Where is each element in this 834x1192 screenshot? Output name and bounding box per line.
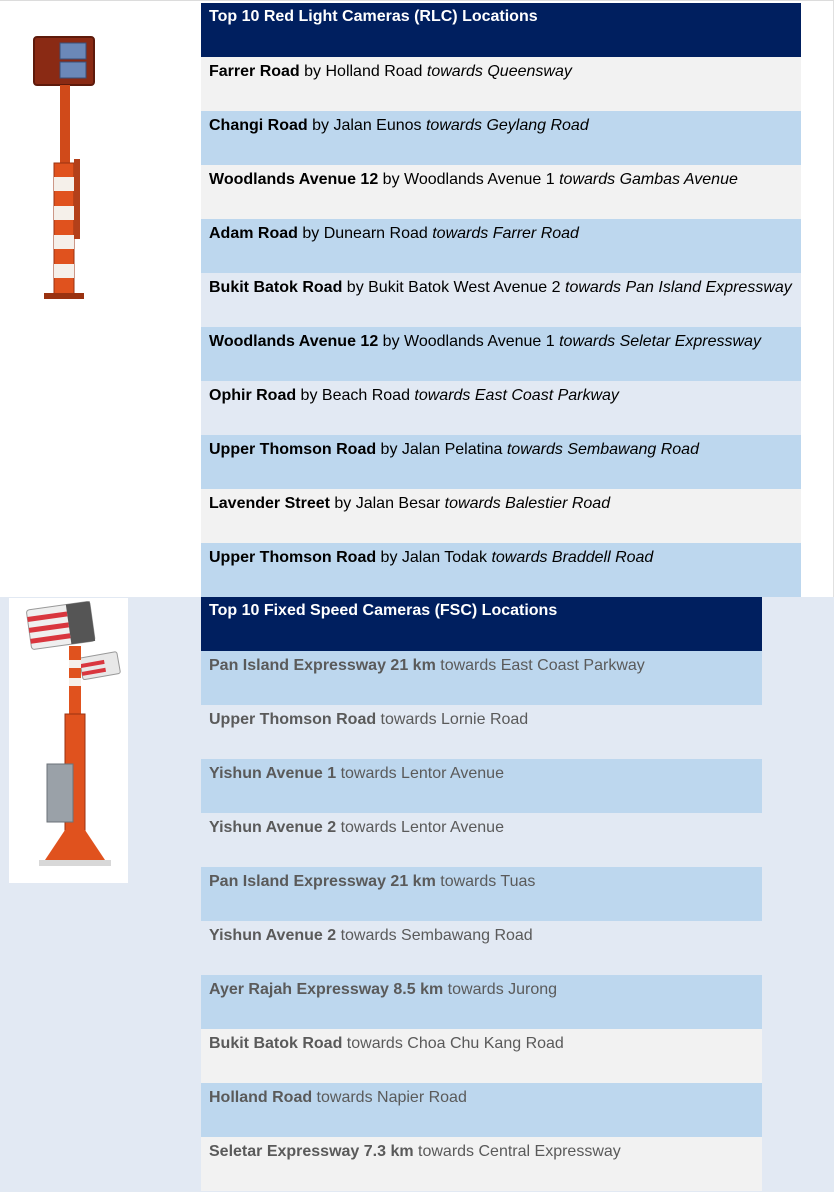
rlc-row-road: Ophir Road <box>209 387 297 404</box>
rlc-row-by: by Jalan Todak <box>376 549 492 566</box>
fsc-row-towards: towards Jurong <box>443 981 558 998</box>
rlc-row-towards: towards Gambas Avenue <box>559 171 738 188</box>
rlc-row-towards: towards Sembawang Road <box>506 441 699 458</box>
rlc-row-towards: towards Balestier Road <box>444 495 611 512</box>
fsc-row <box>201 1137 762 1191</box>
rlc-row-road: Woodlands Avenue 12 <box>209 333 379 350</box>
fsc-row-road: Yishun Avenue 1 <box>209 765 337 782</box>
rlc-row <box>201 435 801 489</box>
fsc-row <box>201 867 762 921</box>
fsc-row-road: Bukit Batok Road <box>209 1035 343 1052</box>
fsc-row <box>201 921 762 975</box>
rlc-row-towards: towards Pan Island Expressway <box>565 279 792 296</box>
fsc-row-towards: towards Napier Road <box>312 1089 467 1106</box>
fsc-row-towards: towards Choa Chu Kang Road <box>342 1035 564 1052</box>
red-light-camera-photo <box>30 31 115 306</box>
rlc-row <box>201 543 801 597</box>
fsc-row <box>201 1029 762 1083</box>
fsc-row <box>201 975 762 1029</box>
rlc-row <box>201 327 801 381</box>
fsc-table-header: Top 10 Fixed Speed Cameras (FSC) Locations <box>201 597 762 651</box>
rlc-row <box>201 57 801 111</box>
fsc-row-towards: towards Central Expressway <box>413 1143 621 1160</box>
fixed-speed-camera-photo <box>9 598 128 883</box>
fsc-row-road: Pan Island Expressway 21 km <box>209 657 436 674</box>
rlc-row-by: by Holland Road <box>299 63 427 80</box>
rlc-row <box>201 489 801 543</box>
fsc-photo-frame <box>9 598 128 883</box>
rlc-row-road: Changi Road <box>209 117 308 134</box>
fsc-row-towards: towards Sembawang Road <box>336 927 533 944</box>
rlc-row-by: by Jalan Eunos <box>307 117 426 134</box>
rlc-row-towards: towards Braddell Road <box>491 549 654 566</box>
rlc-row <box>201 273 801 327</box>
rlc-row <box>201 381 801 435</box>
fsc-row-road: Ayer Rajah Expressway 8.5 km <box>209 981 444 998</box>
rlc-row-by: by Woodlands Avenue 1 <box>378 333 560 350</box>
fsc-row <box>201 705 762 759</box>
fsc-row <box>201 813 762 867</box>
fsc-row <box>201 1083 762 1137</box>
rlc-row-road: Bukit Batok Road <box>209 279 343 296</box>
rlc-row-road: Lavender Street <box>209 495 330 512</box>
rlc-row-towards: towards East Coast Parkway <box>414 387 619 404</box>
rlc-table-header: Top 10 Red Light Cameras (RLC) Locations <box>201 3 801 57</box>
rlc-row-road: Upper Thomson Road <box>209 441 377 458</box>
rlc-row <box>201 165 801 219</box>
rlc-row <box>201 111 801 165</box>
rlc-row <box>201 219 801 273</box>
rlc-row-towards: towards Geylang Road <box>425 117 589 134</box>
fsc-row <box>201 651 762 705</box>
rlc-row-road: Woodlands Avenue 12 <box>209 171 379 188</box>
rlc-row-by: by Beach Road <box>296 387 415 404</box>
fsc-row-road: Seletar Expressway 7.3 km <box>209 1143 414 1160</box>
rlc-table <box>201 3 801 597</box>
rlc-row-towards: towards Farrer Road <box>432 225 579 242</box>
rlc-row-towards: towards Seletar Expressway <box>559 333 761 350</box>
fsc-table <box>201 597 762 1191</box>
fsc-row-towards: towards Lentor Avenue <box>336 765 504 782</box>
fsc-row-towards: towards Lornie Road <box>376 711 529 728</box>
rlc-row-by: by Jalan Pelatina <box>376 441 507 458</box>
rlc-row-road: Adam Road <box>209 225 298 242</box>
fsc-row-towards: towards Tuas <box>435 873 536 890</box>
fsc-row-road: Yishun Avenue 2 <box>209 819 337 836</box>
fsc-row-road: Holland Road <box>209 1089 313 1106</box>
rlc-row-by: by Dunearn Road <box>297 225 433 242</box>
fsc-row-road: Pan Island Expressway 21 km <box>209 873 436 890</box>
rlc-row-towards: towards Queensway <box>426 63 572 80</box>
fsc-row-road: Yishun Avenue 2 <box>209 927 337 944</box>
rlc-row-by: by Jalan Besar <box>329 495 445 512</box>
rlc-row-road: Farrer Road <box>209 63 300 80</box>
fsc-row-towards: towards Lentor Avenue <box>336 819 504 836</box>
rlc-row-by: by Bukit Batok West Avenue 2 <box>342 279 565 296</box>
rlc-row-road: Upper Thomson Road <box>209 549 377 566</box>
rlc-row-by: by Woodlands Avenue 1 <box>378 171 560 188</box>
fsc-row <box>201 759 762 813</box>
fsc-row-road: Upper Thomson Road <box>209 711 377 728</box>
fsc-row-towards: towards East Coast Parkway <box>435 657 645 674</box>
